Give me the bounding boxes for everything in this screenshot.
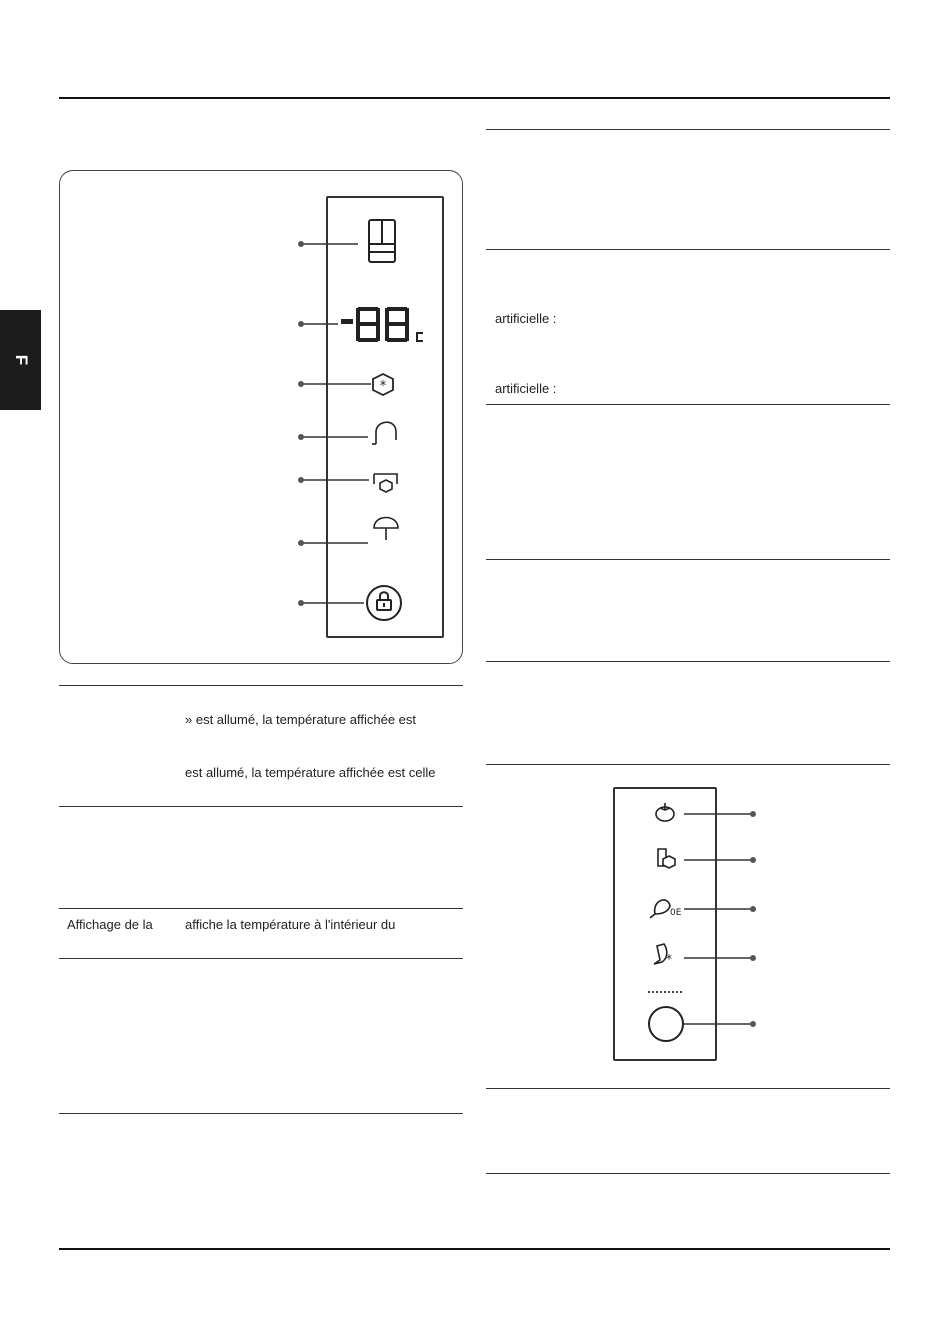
- right-table-rule-4: [486, 559, 890, 560]
- left-table-rule-5: [59, 1113, 463, 1114]
- left-table-rule-4: [59, 958, 463, 959]
- left-row1-text-b: est allumé, la température affichée est celle: [185, 765, 436, 780]
- right-table-rule-3: [486, 404, 890, 405]
- language-tab-letter: F: [11, 354, 31, 366]
- svg-text:0E: 0E: [670, 908, 682, 918]
- left-row3-label: Affichage de la: [67, 917, 153, 932]
- umbrella-icon: [374, 518, 398, 541]
- right-table-rule-7: [486, 1088, 890, 1089]
- temperature-readout-digits: [341, 307, 423, 342]
- fridge-compartment-icon: [369, 220, 395, 262]
- right-table-rule-6: [486, 764, 890, 765]
- right-table-rule-5: [486, 661, 890, 662]
- right-table-rule-2: [486, 249, 890, 250]
- svg-text:*: *: [666, 952, 672, 966]
- holiday-head-icon: [372, 422, 396, 444]
- left-row3-text: affiche la température à l'intérieur du: [185, 917, 396, 932]
- left-row1-text-a: » est allumé, la température affichée est: [185, 712, 416, 727]
- right-table-rule-8: [486, 1173, 890, 1174]
- drawer-panel: [613, 787, 717, 1061]
- ice-maker-icon: [374, 474, 397, 492]
- right-row2-text-a: artificielle :: [495, 311, 557, 326]
- super-freeze-icon: [373, 374, 393, 395]
- left-table-rule-1: [59, 685, 463, 686]
- right-table-rule-1: [486, 129, 890, 130]
- lock-icon[interactable]: [367, 586, 401, 620]
- svg-text:*: *: [379, 379, 387, 394]
- right-row2-text-b: artificielle :: [495, 381, 557, 396]
- left-table-rule-2: [59, 806, 463, 807]
- left-table-rule-3: [59, 908, 463, 909]
